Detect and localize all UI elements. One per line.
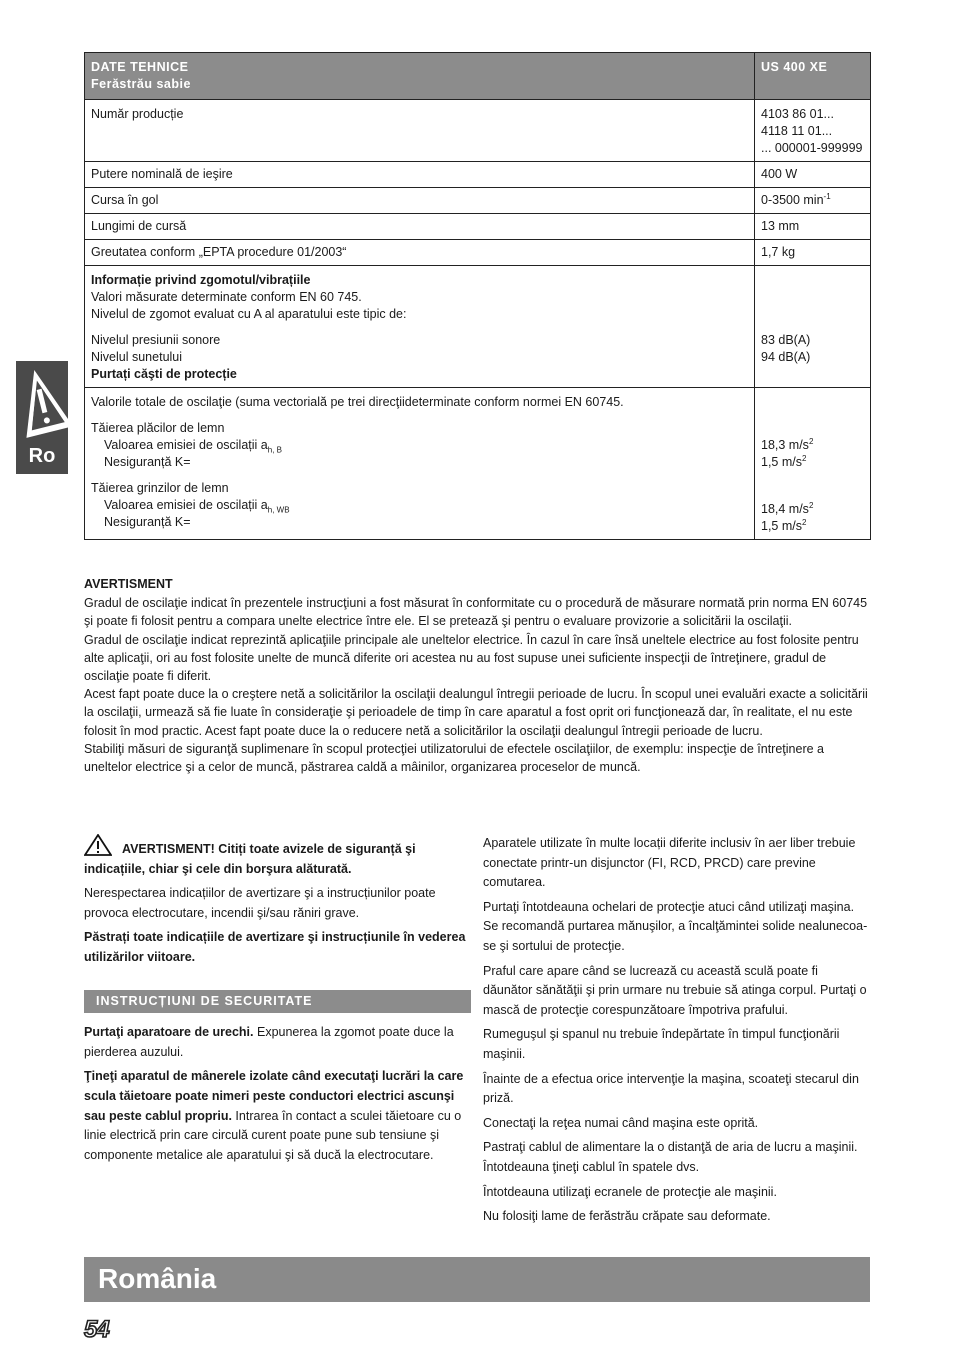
safety-item: Purtaţi întotdeauna ochelari de protecţie atuci când utilizaţi maşina. Se recomandă purtarea mănuşilor, a încalţămintei solide nealunecoa-se şi sortului de protecţie. [483,899,868,953]
row-value: 400 W [755,162,871,188]
beams-vibration-value: 18,4 $m/s^2$ [761,500,814,516]
safety-item: Înainte de a efectua orice intervenţie la maşina, scoateţi stecarul din priză. [483,1071,859,1106]
section-header-safety: INSTRUCȚIUNI DE SECURITATE [84,990,471,1014]
ear-protection-note: Purtați căşti de protecție [91,367,237,381]
table-row [85,100,871,162]
warning-triangle-icon [16,361,68,441]
page-number: 54 [84,1316,109,1343]
sound-pressure-label: Nivelul presiunii sonore [91,333,221,347]
row-label: Greutatea conform „EPTA procedure 01/2003“ [85,240,755,266]
row-value: 13 mm [755,214,871,240]
footer-language-bar [84,1257,870,1302]
right-column [483,834,870,1232]
warning-paragraph: Stabiliţi măsuri de siguranţă suplimenare în scopul protecţiei utilizatorului de efectele oscilaţiilor, de exemplu: inspecţie de întreţinere a uneltelor electrice şi a celor de muncă, păstrarea caldă a mâinilor, organizarea proceselor de muncă. [84,741,824,775]
row-value [755,188,871,214]
safety-item-insulated-grip: Ţineţi aparatul de mânerele izolate când executaţi lucrări la care scula tăietoare poate nimeri peste conductori electrici ascunşi sau peste cablul propriu. Intrarea în contact a sculei tăietoare cu o linie electrică prin care circulă curent poate pune sub tensiune şi componente metalice ale aparatului şi să ducă la electrocutare. [84,1069,464,1162]
vibration-row [85,388,871,540]
table-row [85,214,871,240]
warning-heading: AVERTISMENT [84,577,173,591]
language-code: Ro [28,445,56,467]
product-number-2: 4118 11 01... [761,124,833,138]
boards-uncertainty-value: 1,5 $m/s^2$ [761,453,807,469]
safety-item: Conectaţi la reţea numai când maşina este oprită. [483,1115,759,1130]
language-side-tab [16,361,68,474]
table-header-row [85,53,871,100]
table-title: DATE TEHNICE [91,60,189,74]
unit-exponent: -1 [823,191,831,201]
warning-paragraph: Gradul de oscilaţie indicat reprezintă aplicaţiile principale ale uneltelor electrice. În cazul în care însă uneltele electrice au fost folosite pentru alte aplicaţii, ori au fost folosite unelte de muncă diferite ori acestea nu au fost supuse unei suficiente inspecţii de întreţinere, gradul de oscilaţie poate fi diferit. [84,632,859,684]
left-column [84,834,471,1170]
stroke-rate: 0-3500 min [761,193,824,207]
row-label: Lungimi de cursă [85,214,755,240]
row-value: 1,7 kg [755,240,871,266]
safety-item: Pastraţi cablul de alimentare la o distanţă de aria de lucru a maşinii. Întotdeauna ţineţi cablul în spatele dvs. [483,1140,858,1174]
serial-range: ... 000001-999999 [761,141,863,155]
sound-power-label: Nivelul sunetului [91,350,183,364]
safety-item: Rumeguşul şi spanul nu trebuie îndepărtate în timpul funcţionării maşinii. [483,1027,840,1061]
safety-item: Întotdeauna utilizaţi ecranele de protecţie ale maşinii. [483,1184,777,1199]
safety-item: Praful care apare când se lucrează cu această sculă poate fi dăunător sănătăţii şi prin urmare nu trebuie să atinga corpul. Purtaţi o mască de protecţie corespunzătoare împotriva prafului. [483,963,867,1017]
sound-pressure-value: 83 dB(A) [761,333,811,347]
noise-row [85,266,871,388]
safety-item: Nu folosiţi lame de ferăstrău crăpate sau deformate. [483,1209,771,1224]
warning-consequence: Nerespectarea indicațiilor de avertizare şi a instrucțiunilor poate provoca electrocutare, incendii şi/sau răniri grave. [84,886,436,920]
table-row [85,162,871,188]
table-row [85,240,871,266]
warning-triangle-icon [84,834,112,856]
row-label: Cursa în gol [85,188,755,214]
tech-data-table [84,52,871,540]
uncertainty-label: Nesiguranță K= [104,455,191,469]
vibration-intro: Valorile totale de oscilaţie (suma vectorială pe trei direcţiideterminate conform normei EN 60745. [91,395,624,409]
row-label: Număr producție [85,100,755,162]
warning-paragraph: Acest fapt poate duce la o creştere netă a solicitărilor la oscilaţii dealungul întregii perioade de lucru. În scopul unei evaluări exacte a solicitării la oscilaţii, urmează să fie luate în consideraţie şi perioadele de timp în care aparatul a fost oprit ori funcţionează dar, în realitate, el nu este folosit în mod practic. Acest fapt poate duce la o reducere netă a solicitărilor la oscilaţii dealungul întregii perioade de lucru. [84,687,868,738]
vibration-warning-block [84,575,870,776]
warning-paragraph: Gradul de oscilaţie indicat în prezentele instrucţiuni a fost măsurat în conformitate cu o procedură de măsurare normată prin norma EN 60745 şi poate fi folosit pentru a compara unelte electrice între ele. El se pretează şi pentru o evaluare provizorie a solicitării la oscilaţii. [84,596,868,629]
beams-uncertainty-value: 1,5 $m/s^2$ [761,517,807,533]
table-row [85,188,871,214]
safety-item-ear: Purtaţi aparatoare de urechi. Expunerea la zgomot poate duce la pierderea auzului. [84,1025,454,1059]
boards-vibration-value: 18,3 $m/s^2$ [761,436,814,452]
noise-title: Informație privind zgomotul/vibrațiile [91,273,311,287]
uncertainty-label: Nesiguranță K= [104,515,191,529]
model-name: US 400 XE [755,53,871,100]
safety-item: Aparatele utilizate în multe locații diferite inclusiv în aer liber trebuie conectate printr-un disjunctor (FI, RCD, PRCD) care previne comutarea. [483,836,856,890]
emission-label: Valoarea emisiei de oscilații $a_{h, WB}$ [104,498,290,515]
noise-line-1: Valori măsurate determinate conform EN 60 745. [91,290,362,304]
keep-instructions-note: Păstrați toate indicațiile de avertizare şi instrucțiunile în vederea utilizărilor viitoare. [84,930,466,964]
emission-label: Valoarea emisiei de oscilații $a_{h, B}$ [104,438,282,455]
general-warning: AVERTISMENT! Citiți toate avizele de siguranță şi indicațiile, chiar şi cele din borşura alăturată. [84,834,471,879]
wood-boards-label: Tăierea plăcilor de lemn [91,421,225,435]
table-subtitle: Ferăstrău sabie [91,77,191,91]
product-number-1: 4103 86 01... [761,107,834,121]
footer-language-title: România [98,1263,217,1294]
row-label: Putere nominală de ieşire [85,162,755,188]
sound-power-value: 94 dB(A) [761,350,811,364]
noise-line-2: Nivelul de zgomot evaluat cu A al aparatului este tipic de: [91,307,407,321]
wood-beams-label: Tăierea grinzilor de lemn [91,481,229,495]
